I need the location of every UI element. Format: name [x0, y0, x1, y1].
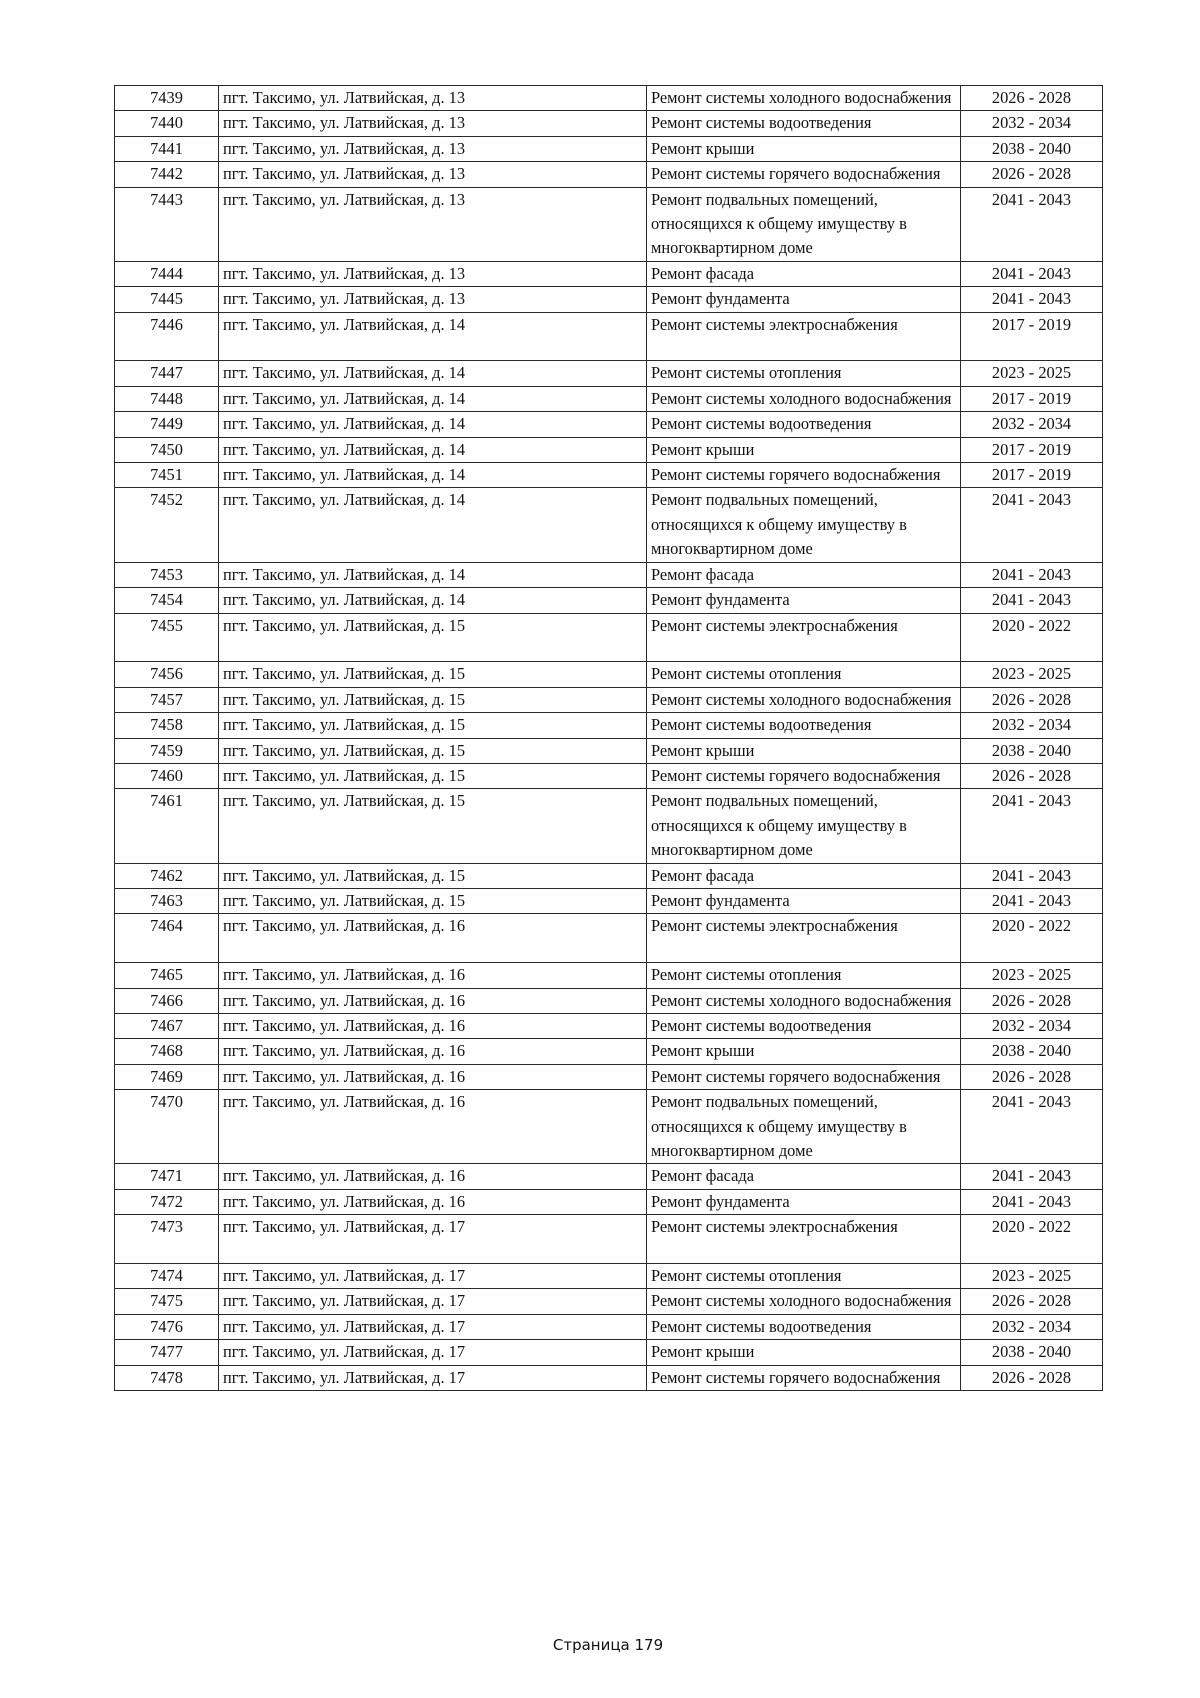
- address-cell: пгт. Таксимо, ул. Латвийская, д. 15: [219, 713, 647, 738]
- work-type-cell: Ремонт системы отопления: [647, 1264, 961, 1289]
- work-type-cell: Ремонт системы водоотведения: [647, 1314, 961, 1339]
- row-number: 7445: [115, 287, 219, 312]
- address-cell: пгт. Таксимо, ул. Латвийская, д. 16: [219, 1090, 647, 1164]
- work-type-cell: Ремонт крыши: [647, 1340, 961, 1365]
- work-type-cell: Ремонт крыши: [647, 437, 961, 462]
- table-row: [115, 386, 1103, 411]
- address-cell: пгт. Таксимо, ул. Латвийская, д. 16: [219, 988, 647, 1013]
- address-cell: пгт. Таксимо, ул. Латвийская, д. 16: [219, 1189, 647, 1214]
- row-number: 7465: [115, 963, 219, 988]
- work-type-cell: Ремонт системы отопления: [647, 963, 961, 988]
- table-row: [115, 763, 1103, 788]
- period-cell: 2017 - 2019: [961, 437, 1103, 462]
- row-number: 7466: [115, 988, 219, 1013]
- table-row: [115, 287, 1103, 312]
- table-row: [115, 914, 1103, 963]
- address-cell: пгт. Таксимо, ул. Латвийская, д. 16: [219, 963, 647, 988]
- table-row: [115, 312, 1103, 361]
- work-type-cell: Ремонт системы электроснабжения: [647, 613, 961, 662]
- work-type-cell: Ремонт системы горячего водоснабжения: [647, 162, 961, 187]
- row-number: 7452: [115, 488, 219, 562]
- address-cell: пгт. Таксимо, ул. Латвийская, д. 15: [219, 662, 647, 687]
- address-cell: пгт. Таксимо, ул. Латвийская, д. 17: [219, 1314, 647, 1339]
- work-type-cell: Ремонт фундамента: [647, 888, 961, 913]
- table-row: [115, 687, 1103, 712]
- row-number: 7443: [115, 187, 219, 261]
- row-number: 7447: [115, 361, 219, 386]
- row-number: 7473: [115, 1215, 219, 1264]
- row-number: 7450: [115, 437, 219, 462]
- period-cell: 2032 - 2034: [961, 412, 1103, 437]
- table-row: [115, 1064, 1103, 1089]
- work-type-cell: Ремонт системы горячего водоснабжения: [647, 1365, 961, 1390]
- period-cell: 2041 - 2043: [961, 562, 1103, 587]
- table-row: [115, 162, 1103, 187]
- address-cell: пгт. Таксимо, ул. Латвийская, д. 17: [219, 1215, 647, 1264]
- row-number: 7451: [115, 463, 219, 488]
- period-cell: 2041 - 2043: [961, 789, 1103, 863]
- period-cell: 2032 - 2034: [961, 1314, 1103, 1339]
- address-cell: пгт. Таксимо, ул. Латвийская, д. 15: [219, 763, 647, 788]
- row-number: 7453: [115, 562, 219, 587]
- address-cell: пгт. Таксимо, ул. Латвийская, д. 15: [219, 888, 647, 913]
- address-cell: пгт. Таксимо, ул. Латвийская, д. 16: [219, 1013, 647, 1038]
- work-type-cell: Ремонт системы холодного водоснабжения: [647, 988, 961, 1013]
- work-type-cell: Ремонт системы электроснабжения: [647, 312, 961, 361]
- period-cell: 2017 - 2019: [961, 312, 1103, 361]
- address-cell: пгт. Таксимо, ул. Латвийская, д. 13: [219, 136, 647, 161]
- period-cell: 2041 - 2043: [961, 1164, 1103, 1189]
- row-number: 7446: [115, 312, 219, 361]
- table-row: [115, 988, 1103, 1013]
- work-type-cell: Ремонт фасада: [647, 1164, 961, 1189]
- row-number: 7458: [115, 713, 219, 738]
- period-cell: 2026 - 2028: [961, 988, 1103, 1013]
- period-cell: 2038 - 2040: [961, 738, 1103, 763]
- row-number: 7470: [115, 1090, 219, 1164]
- work-type-cell: Ремонт системы электроснабжения: [647, 914, 961, 963]
- work-type-cell: Ремонт системы водоотведения: [647, 1013, 961, 1038]
- work-type-cell: Ремонт фундамента: [647, 588, 961, 613]
- work-type-cell: Ремонт фасада: [647, 261, 961, 286]
- period-cell: 2032 - 2034: [961, 1013, 1103, 1038]
- period-cell: 2041 - 2043: [961, 588, 1103, 613]
- row-number: 7477: [115, 1340, 219, 1365]
- row-number: 7440: [115, 111, 219, 136]
- address-cell: пгт. Таксимо, ул. Латвийская, д. 15: [219, 613, 647, 662]
- work-type-cell: Ремонт подвальных помещений, относящихся к общему имуществу в многоквартирном доме: [647, 187, 961, 261]
- row-number: 7464: [115, 914, 219, 963]
- table-row: [115, 963, 1103, 988]
- work-type-cell: Ремонт системы холодного водоснабжения: [647, 687, 961, 712]
- address-cell: пгт. Таксимо, ул. Латвийская, д. 16: [219, 1064, 647, 1089]
- row-number: 7448: [115, 386, 219, 411]
- period-cell: 2041 - 2043: [961, 488, 1103, 562]
- period-cell: 2032 - 2034: [961, 713, 1103, 738]
- row-number: 7449: [115, 412, 219, 437]
- work-type-cell: Ремонт фундамента: [647, 287, 961, 312]
- row-number: 7469: [115, 1064, 219, 1089]
- period-cell: 2038 - 2040: [961, 1039, 1103, 1064]
- period-cell: 2041 - 2043: [961, 888, 1103, 913]
- period-cell: 2020 - 2022: [961, 1215, 1103, 1264]
- address-cell: пгт. Таксимо, ул. Латвийская, д. 15: [219, 863, 647, 888]
- table-row: [115, 888, 1103, 913]
- address-cell: пгт. Таксимо, ул. Латвийская, д. 17: [219, 1289, 647, 1314]
- table-row: [115, 1289, 1103, 1314]
- table-row: [115, 738, 1103, 763]
- table-row: [115, 1189, 1103, 1214]
- table-row: [115, 613, 1103, 662]
- row-number: 7454: [115, 588, 219, 613]
- address-cell: пгт. Таксимо, ул. Латвийская, д. 14: [219, 361, 647, 386]
- table-row: [115, 1013, 1103, 1038]
- period-cell: 2020 - 2022: [961, 914, 1103, 963]
- period-cell: 2023 - 2025: [961, 963, 1103, 988]
- period-cell: 2041 - 2043: [961, 863, 1103, 888]
- table-row: [115, 1164, 1103, 1189]
- row-number: 7460: [115, 763, 219, 788]
- period-cell: 2023 - 2025: [961, 1264, 1103, 1289]
- address-cell: пгт. Таксимо, ул. Латвийская, д. 14: [219, 412, 647, 437]
- work-type-cell: Ремонт системы водоотведения: [647, 713, 961, 738]
- address-cell: пгт. Таксимо, ул. Латвийская, д. 13: [219, 187, 647, 261]
- period-cell: 2041 - 2043: [961, 287, 1103, 312]
- table-row: [115, 1039, 1103, 1064]
- period-cell: 2017 - 2019: [961, 463, 1103, 488]
- row-number: 7456: [115, 662, 219, 687]
- work-type-cell: Ремонт системы холодного водоснабжения: [647, 86, 961, 111]
- table-row: [115, 662, 1103, 687]
- page-number: Страница 179: [552, 1636, 664, 1654]
- period-cell: 2026 - 2028: [961, 1289, 1103, 1314]
- period-cell: 2026 - 2028: [961, 687, 1103, 712]
- work-type-cell: Ремонт системы водоотведения: [647, 111, 961, 136]
- table-row: [115, 187, 1103, 261]
- period-cell: 2020 - 2022: [961, 613, 1103, 662]
- address-cell: пгт. Таксимо, ул. Латвийская, д. 16: [219, 914, 647, 963]
- address-cell: пгт. Таксимо, ул. Латвийская, д. 13: [219, 86, 647, 111]
- work-type-cell: Ремонт системы горячего водоснабжения: [647, 1064, 961, 1089]
- work-type-cell: Ремонт системы отопления: [647, 662, 961, 687]
- work-type-cell: Ремонт фасада: [647, 863, 961, 888]
- table-row: [115, 1090, 1103, 1164]
- work-type-cell: Ремонт системы холодного водоснабжения: [647, 1289, 961, 1314]
- row-number: 7457: [115, 687, 219, 712]
- address-cell: пгт. Таксимо, ул. Латвийская, д. 14: [219, 437, 647, 462]
- address-cell: пгт. Таксимо, ул. Латвийская, д. 14: [219, 488, 647, 562]
- table-row: [115, 412, 1103, 437]
- address-cell: пгт. Таксимо, ул. Латвийская, д. 17: [219, 1365, 647, 1390]
- work-type-cell: Ремонт подвальных помещений, относящихся к общему имуществу в многоквартирном доме: [647, 789, 961, 863]
- table-row: [115, 1264, 1103, 1289]
- period-cell: 2032 - 2034: [961, 111, 1103, 136]
- period-cell: 2026 - 2028: [961, 1064, 1103, 1089]
- table-row: [115, 361, 1103, 386]
- address-cell: пгт. Таксимо, ул. Латвийская, д. 17: [219, 1340, 647, 1365]
- table-row: [115, 562, 1103, 587]
- row-number: 7475: [115, 1289, 219, 1314]
- repair-schedule-table: [114, 85, 1103, 1391]
- address-cell: пгт. Таксимо, ул. Латвийская, д. 13: [219, 111, 647, 136]
- row-number: 7461: [115, 789, 219, 863]
- row-number: 7471: [115, 1164, 219, 1189]
- row-number: 7468: [115, 1039, 219, 1064]
- period-cell: 2026 - 2028: [961, 86, 1103, 111]
- address-cell: пгт. Таксимо, ул. Латвийская, д. 14: [219, 312, 647, 361]
- row-number: 7476: [115, 1314, 219, 1339]
- table-row: [115, 1215, 1103, 1264]
- row-number: 7462: [115, 863, 219, 888]
- table-row: [115, 588, 1103, 613]
- table-row: [115, 261, 1103, 286]
- address-cell: пгт. Таксимо, ул. Латвийская, д. 13: [219, 287, 647, 312]
- address-cell: пгт. Таксимо, ул. Латвийская, д. 14: [219, 386, 647, 411]
- work-type-cell: Ремонт крыши: [647, 136, 961, 161]
- table-row: [115, 437, 1103, 462]
- address-cell: пгт. Таксимо, ул. Латвийская, д. 13: [219, 162, 647, 187]
- period-cell: 2017 - 2019: [961, 386, 1103, 411]
- address-cell: пгт. Таксимо, ул. Латвийская, д. 14: [219, 463, 647, 488]
- row-number: 7455: [115, 613, 219, 662]
- table-row: [115, 111, 1103, 136]
- row-number: 7474: [115, 1264, 219, 1289]
- table-row: [115, 86, 1103, 111]
- table-row: [115, 488, 1103, 562]
- address-cell: пгт. Таксимо, ул. Латвийская, д. 15: [219, 789, 647, 863]
- address-cell: пгт. Таксимо, ул. Латвийская, д. 16: [219, 1039, 647, 1064]
- period-cell: 2041 - 2043: [961, 1189, 1103, 1214]
- row-number: 7442: [115, 162, 219, 187]
- period-cell: 2026 - 2028: [961, 162, 1103, 187]
- table-row: [115, 1340, 1103, 1365]
- row-number: 7441: [115, 136, 219, 161]
- work-type-cell: Ремонт системы электроснабжения: [647, 1215, 961, 1264]
- work-type-cell: Ремонт системы горячего водоснабжения: [647, 463, 961, 488]
- table-row: [115, 1365, 1103, 1390]
- work-type-cell: Ремонт системы водоотведения: [647, 412, 961, 437]
- row-number: 7439: [115, 86, 219, 111]
- row-number: 7478: [115, 1365, 219, 1390]
- work-type-cell: Ремонт системы отопления: [647, 361, 961, 386]
- table-row: [115, 136, 1103, 161]
- table-body: [115, 86, 1103, 1391]
- row-number: 7459: [115, 738, 219, 763]
- period-cell: 2023 - 2025: [961, 361, 1103, 386]
- address-cell: пгт. Таксимо, ул. Латвийская, д. 14: [219, 588, 647, 613]
- row-number: 7463: [115, 888, 219, 913]
- address-cell: пгт. Таксимо, ул. Латвийская, д. 17: [219, 1264, 647, 1289]
- work-type-cell: Ремонт системы горячего водоснабжения: [647, 763, 961, 788]
- row-number: 7472: [115, 1189, 219, 1214]
- period-cell: 2038 - 2040: [961, 136, 1103, 161]
- period-cell: 2041 - 2043: [961, 187, 1103, 261]
- table-row: [115, 1314, 1103, 1339]
- address-cell: пгт. Таксимо, ул. Латвийская, д. 15: [219, 738, 647, 763]
- period-cell: 2038 - 2040: [961, 1340, 1103, 1365]
- row-number: 7444: [115, 261, 219, 286]
- table-row: [115, 789, 1103, 863]
- table-row: [115, 863, 1103, 888]
- address-cell: пгт. Таксимо, ул. Латвийская, д. 14: [219, 562, 647, 587]
- period-cell: 2041 - 2043: [961, 261, 1103, 286]
- work-type-cell: Ремонт фундамента: [647, 1189, 961, 1214]
- period-cell: 2026 - 2028: [961, 763, 1103, 788]
- address-cell: пгт. Таксимо, ул. Латвийская, д. 15: [219, 687, 647, 712]
- address-cell: пгт. Таксимо, ул. Латвийская, д. 16: [219, 1164, 647, 1189]
- work-type-cell: Ремонт крыши: [647, 1039, 961, 1064]
- period-cell: 2041 - 2043: [961, 1090, 1103, 1164]
- work-type-cell: Ремонт системы холодного водоснабжения: [647, 386, 961, 411]
- table-row: [115, 463, 1103, 488]
- address-cell: пгт. Таксимо, ул. Латвийская, д. 13: [219, 261, 647, 286]
- table-row: [115, 713, 1103, 738]
- work-type-cell: Ремонт подвальных помещений, относящихся к общему имуществу в многоквартирном доме: [647, 488, 961, 562]
- work-type-cell: Ремонт фасада: [647, 562, 961, 587]
- period-cell: 2023 - 2025: [961, 662, 1103, 687]
- work-type-cell: Ремонт подвальных помещений, относящихся к общему имуществу в многоквартирном доме: [647, 1090, 961, 1164]
- period-cell: 2026 - 2028: [961, 1365, 1103, 1390]
- row-number: 7467: [115, 1013, 219, 1038]
- work-type-cell: Ремонт крыши: [647, 738, 961, 763]
